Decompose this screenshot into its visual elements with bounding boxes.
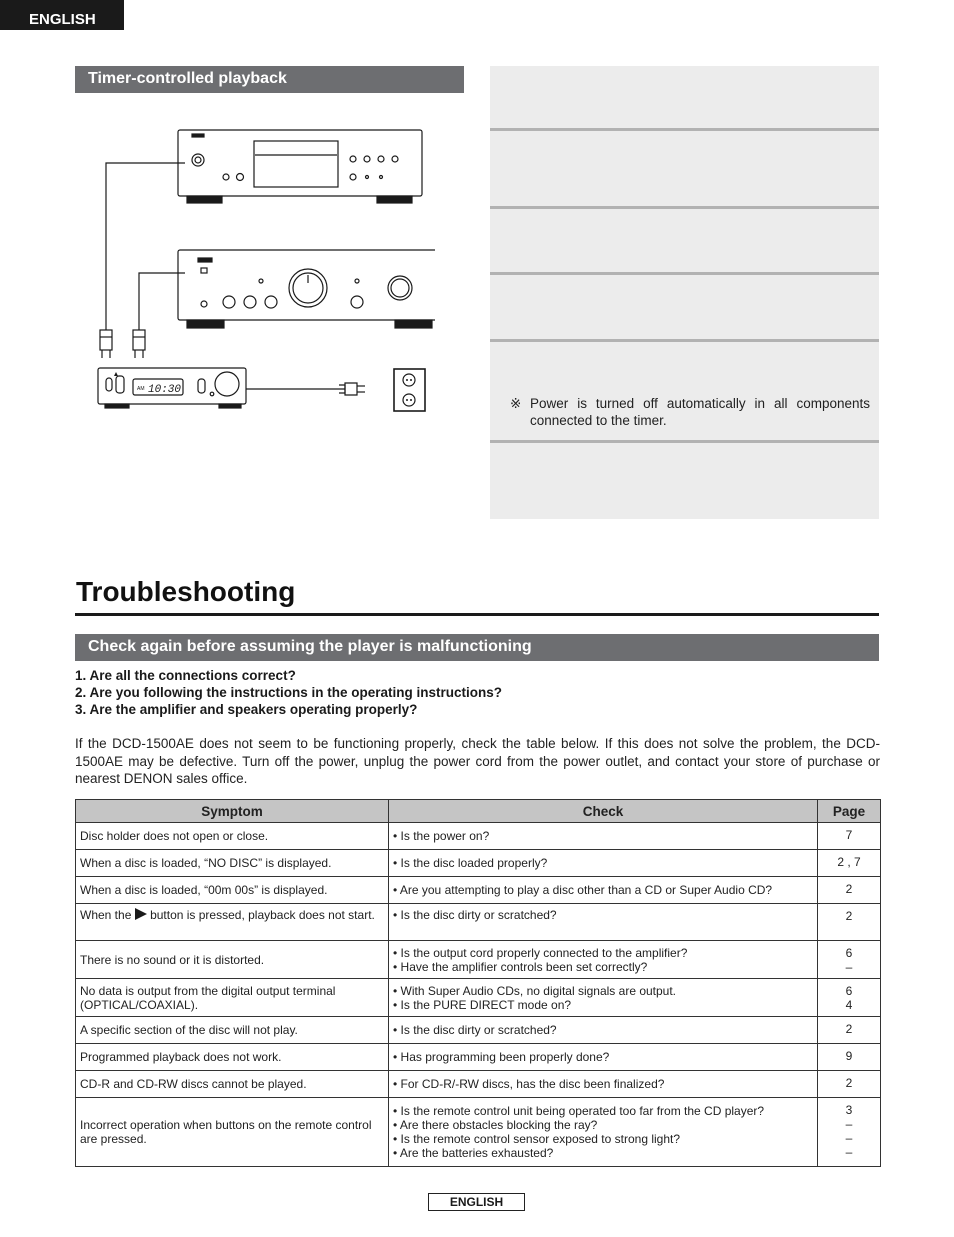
check-section-heading: Check again before assuming the player is malfunctioning <box>75 634 879 661</box>
panel-divider <box>490 128 879 131</box>
page-ref: 2 , 7 <box>837 855 861 869</box>
page-ref: 3 <box>845 1103 853 1117</box>
timer-instructions-panel <box>490 66 879 519</box>
panel-divider <box>490 339 879 342</box>
power-plug-left <box>100 320 112 358</box>
page-ref: 4 <box>845 998 853 1012</box>
footer-language-label: ENGLISH <box>428 1193 525 1211</box>
table-header-row <box>76 800 881 823</box>
page-header: Page <box>818 800 881 823</box>
intro-paragraph: If the DCD-1500AE does not seem to be functioning properly, check the table below. If this does not solve the problem, the DCD-1500AE may be defective. Turn off the power, unplug the power cord from the power outlet, and contact your store of purchase or nearest DENON sales office. <box>75 736 880 786</box>
title-rule <box>75 613 879 616</box>
checklist-item: 1. Are all the connections correct? <box>75 668 296 683</box>
amplifier-illustration <box>178 250 435 328</box>
check-item: • Is the power on? <box>393 829 490 843</box>
check-cell <box>389 979 818 1017</box>
table-row <box>76 877 881 904</box>
page-ref: – <box>845 1131 853 1145</box>
page-ref: – <box>845 1145 853 1159</box>
check-item: • With Super Audio CDs, no digital signals are output. <box>393 983 677 998</box>
check-item: • Is the disc dirty or scratched? <box>393 908 557 922</box>
page-ref: 2 <box>845 1076 853 1090</box>
page-ref: 2 <box>845 1022 853 1036</box>
note-text: Power is turned off automatically in all components connected to the timer. <box>530 396 870 428</box>
page-cell <box>818 1098 881 1167</box>
timer-section-heading: Timer-controlled playback <box>75 66 464 93</box>
check-item: • Are you attempting to play a disc other than a CD or Super Audio CD? <box>393 883 773 897</box>
page-cell <box>818 823 881 850</box>
page-ref: 7 <box>845 828 853 842</box>
check-header: Check <box>389 800 818 823</box>
check-item: • Is the disc loaded properly? <box>393 856 548 870</box>
page-ref: 2 <box>845 882 853 896</box>
page-cell <box>818 1071 881 1098</box>
table-row <box>76 979 881 1017</box>
check-item: • Is the remote control unit being operated too far from the CD player? <box>393 1104 765 1118</box>
check-item: • Are the batteries exhausted? <box>393 1146 554 1160</box>
panel-divider <box>490 440 879 443</box>
symptom-cell: When a disc is loaded, “NO DISC” is displayed. <box>76 850 389 877</box>
check-cell <box>389 1044 818 1071</box>
check-cell <box>389 1098 818 1167</box>
page-cell <box>818 1017 881 1044</box>
page-ref: 6 <box>845 984 853 998</box>
check-cell <box>389 850 818 877</box>
page-cell <box>818 941 881 979</box>
symptom-cell <box>76 904 389 941</box>
timer-connection-diagram <box>95 125 435 415</box>
symptom-cell: When a disc is loaded, “00m 00s” is displayed. <box>76 877 389 904</box>
checklist-item: 2. Are you following the instructions in the operating instructions? <box>75 685 503 700</box>
symptom-text-pre: When the <box>80 908 132 922</box>
page-title: Troubleshooting <box>76 576 296 607</box>
page-cell <box>818 1044 881 1071</box>
timer-display-time: 10:30 <box>148 384 182 396</box>
symptom-text-post: button is pressed, playback does not start. <box>150 908 375 922</box>
check-item: • Is the output cord properly connected to the amplifier? <box>393 945 688 960</box>
panel-divider <box>490 272 879 275</box>
page-ref: – <box>845 1117 853 1131</box>
check-cell <box>389 941 818 979</box>
table-row <box>76 823 881 850</box>
check-cell <box>389 1071 818 1098</box>
note-mark: ※ <box>510 396 522 411</box>
check-cell <box>389 904 818 941</box>
symptom-cell: Disc holder does not open or close. <box>76 823 389 850</box>
page-cell <box>818 877 881 904</box>
panel-divider <box>490 206 879 209</box>
page-ref: 6 <box>845 946 853 960</box>
wall-outlet-illustration <box>394 369 425 411</box>
table-row <box>76 1017 881 1044</box>
table-row <box>76 941 881 979</box>
page-ref: – <box>845 960 853 974</box>
symptom-cell: A specific section of the disc will not play. <box>76 1017 389 1044</box>
check-item: • Has programming been properly done? <box>393 1050 610 1064</box>
table-row <box>76 1071 881 1098</box>
table-row <box>76 904 881 941</box>
symptom-cell: There is no sound or it is distorted. <box>76 941 389 979</box>
power-plug-right <box>133 320 145 358</box>
page-cell <box>818 850 881 877</box>
symptom-cell: CD-R and CD-RW discs cannot be played. <box>76 1071 389 1098</box>
pre-check-list <box>75 667 502 718</box>
troubleshooting-table <box>75 799 881 1167</box>
check-item: • Is the disc dirty or scratched? <box>393 1023 557 1037</box>
auto-power-off-note <box>510 395 870 429</box>
check-cell <box>389 877 818 904</box>
language-tab: ENGLISH <box>0 0 124 30</box>
checklist-item: 3. Are the amplifier and speakers operating properly? <box>75 702 418 717</box>
symptom-cell: Programmed playback does not work. <box>76 1044 389 1071</box>
check-item: • Are there obstacles blocking the ray? <box>393 1118 598 1132</box>
check-item: • Have the amplifier controls been set correctly? <box>393 959 648 974</box>
table-row <box>76 1044 881 1071</box>
play-icon <box>135 908 147 920</box>
check-item: • Is the remote control sensor exposed to strong light? <box>393 1132 681 1146</box>
check-cell <box>389 823 818 850</box>
page-ref: 2 <box>845 909 853 923</box>
check-cell <box>389 1017 818 1044</box>
symptom-cell: Incorrect operation when buttons on the remote control are pressed. <box>76 1098 389 1167</box>
cd-player-illustration <box>178 130 422 203</box>
symptom-cell: No data is output from the digital output terminal (OPTICAL/COAXIAL). <box>76 979 389 1017</box>
table-row <box>76 1098 881 1167</box>
symptom-header: Symptom <box>76 800 389 823</box>
check-item: • For CD-R/-RW discs, has the disc been finalized? <box>393 1077 665 1091</box>
page-cell <box>818 904 881 941</box>
timer-am-label: AM <box>137 386 145 392</box>
page-cell <box>818 979 881 1017</box>
page-ref: 9 <box>845 1049 853 1063</box>
check-item: • Is the PURE DIRECT mode on? <box>393 997 572 1012</box>
table-row <box>76 850 881 877</box>
